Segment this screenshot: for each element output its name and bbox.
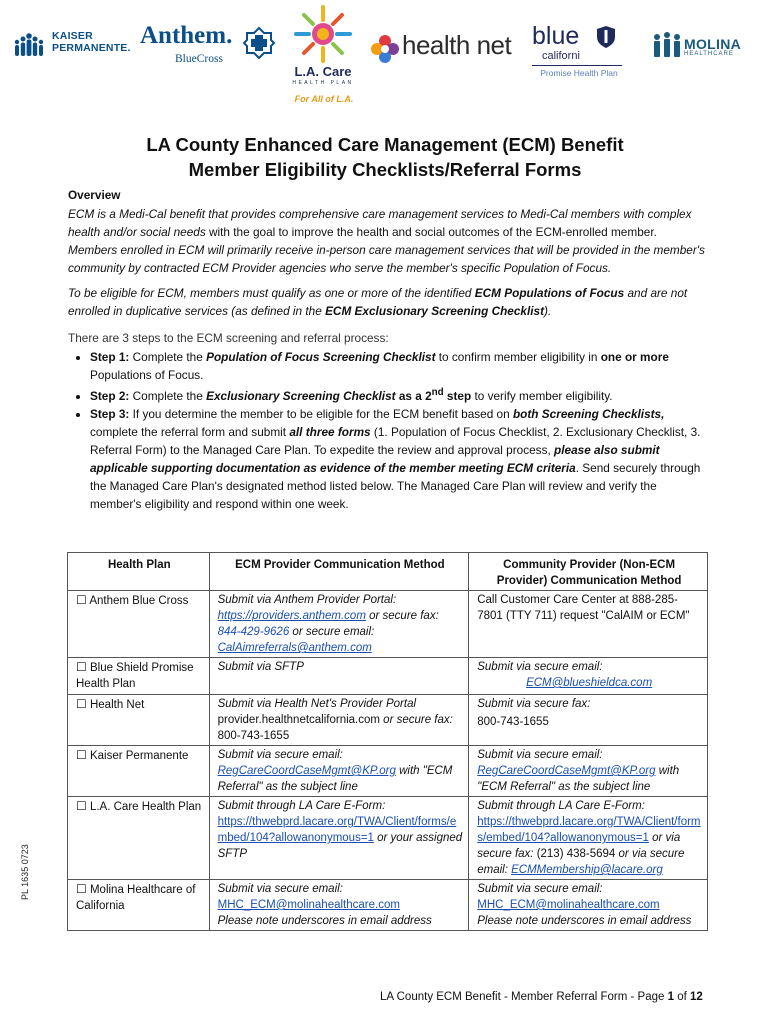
- molina-community-email-link[interactable]: MHC_ECM@molinahealthcare.com: [477, 899, 660, 911]
- table-row: [68, 746, 708, 797]
- step-2: • Step 2: Complete the Exclusionary Screening Checklist as a 2nd step to verify member eligibility.: [90, 384, 708, 405]
- blue-shield-california: californi: [542, 50, 580, 62]
- la-care-tagline: For All of L.A.: [294, 94, 354, 104]
- plan-cell: ☐ L.A. Care Health Plan: [68, 797, 210, 880]
- molina-healthcare-logo: [652, 30, 752, 64]
- kaiser-email-link[interactable]: RegCareCoordCaseMgmt@KP.org: [217, 765, 396, 777]
- la-care-community-email-link[interactable]: ECMMembership@lacare.org: [511, 864, 663, 876]
- la-care-health-plan: HEALTH PLAN: [292, 80, 354, 86]
- anthem-wordmark: Anthem.: [140, 22, 233, 49]
- molina-people-icon: [652, 32, 682, 58]
- la-care-eform-link[interactable]: https://thwebprd.lacare.org/TWA/Client/forms/embed/104?allowanonymous=1: [217, 816, 457, 844]
- blue-shield-promise-logo: [532, 22, 632, 84]
- anthem-checkbox[interactable]: ☐: [76, 593, 87, 607]
- plan-cell: ☐ Blue Shield Promise Health Plan: [68, 658, 210, 695]
- health-net-flower-icon: [370, 34, 400, 64]
- table-row: [68, 797, 708, 880]
- step-1: • Step 1: Complete the Population of Focus Screening Checklist to confirm member eligibility in one or more Populations of Focus.: [90, 348, 708, 384]
- step-3: • Step 3: If you determine the member to be eligible for the ECM benefit based on both Screening Checklists, complete the referral form and submit all three forms (1. Population of Focus Checklist, 2. Exclusionary Checklist, 3. Referral Form) to the Managed Care Plan. To expedite the review and approval process, please also submit applicable supporting documentation as evidence of the member meeting ECM criteria. Send securely through the Managed Care Plan's designated method listed below. The Managed Care Plan will review and verify the member's eligibility and respond within one week.: [90, 405, 708, 513]
- plan-cell: ☐ Molina Healthcare of California: [68, 880, 210, 931]
- ecm-method-cell: Submit via Anthem Provider Portal: https://providers.anthem.com or secure fax: 844-429-9626 or secure email: CalAimreferrals@anthem.com: [209, 591, 469, 658]
- table-row: [68, 695, 708, 746]
- plan-cell: ☐ Health Net: [68, 695, 210, 746]
- overview-section: [68, 186, 708, 513]
- community-method-cell: Submit via secure email: MHC_ECM@molinahealthcare.com Please note underscores in email address: [469, 880, 708, 931]
- partner-logos: [0, 0, 770, 110]
- blue-shield-wordmark: blue: [532, 22, 580, 50]
- kaiser-wordmark: KAISER PERMANENTE.: [52, 30, 131, 54]
- title-line-1: LA County Enhanced Care Management (ECM) Benefit: [146, 134, 624, 155]
- table-row: [68, 591, 708, 658]
- blue-shield-email-link[interactable]: ECM@blueshieldca.com: [526, 677, 653, 689]
- la-care-community-eform-link[interactable]: https://thwebprd.lacare.org/TWA/Client/forms/embed/104?allowanonymous=1: [477, 816, 701, 844]
- molina-subtitle: HEALTHCARE: [684, 51, 734, 57]
- anthem-fax-number: 844-429-9626: [217, 626, 290, 638]
- ecm-method-cell: Submit via secure email: MHC_ECM@molinahealthcare.com Please note underscores in email address: [209, 880, 469, 931]
- divider: [532, 65, 622, 66]
- la-care-wordmark: L.A. Care: [294, 64, 352, 79]
- ecm-method-cell: Submit through LA Care E-Form: https://thwebprd.lacare.org/TWA/Client/forms/embed/104?allowanonymous=1 or your assigned SFTP: [209, 797, 469, 880]
- blue-shield-checkbox[interactable]: ☐: [76, 660, 87, 674]
- health-net-checkbox[interactable]: ☐: [76, 697, 87, 711]
- anthem-subtitle: BlueCross: [175, 53, 223, 65]
- blue-cross-shield-icon: [242, 26, 276, 60]
- page-total: 12: [690, 991, 703, 1003]
- steps-list: [68, 348, 708, 513]
- health-net-logo: [370, 32, 520, 72]
- overview-heading: Overview: [68, 188, 121, 202]
- la-care-sun-icon: [292, 4, 354, 64]
- page-title: [0, 132, 770, 182]
- kaiser-people-icon: [12, 30, 46, 58]
- ecm-method-cell: Submit via secure email: RegCareCoordCaseMgmt@KP.org with "ECM Referral" as the subject line: [209, 746, 469, 797]
- blue-shield-icon: [596, 25, 616, 49]
- la-care-checkbox[interactable]: ☐: [76, 799, 87, 813]
- kaiser-permanente-logo: [12, 26, 130, 66]
- plan-cell: ☐ Kaiser Permanente: [68, 746, 210, 797]
- community-method-cell: Submit through LA Care E-Form: https://thwebprd.lacare.org/TWA/Client/forms/embed/104?allowanonymous=1 or via secure fax: (213) 438-5694 or via secure email: ECMMembership@lacare.org: [469, 797, 708, 880]
- health-net-wordmark: health net: [402, 30, 512, 60]
- header-ecm-provider: ECM Provider Communication Method: [209, 553, 469, 591]
- kaiser-community-email-link[interactable]: RegCareCoordCaseMgmt@KP.org: [477, 765, 656, 777]
- table-row: [68, 880, 708, 931]
- steps-heading: There are 3 steps to the ECM screening and referral process:: [68, 331, 389, 345]
- community-method-cell: Call Customer Care Center at 888-285-7801 (TTY 711) request "CalAIM or ECM": [469, 591, 708, 658]
- anthem-email-link[interactable]: CalAimreferrals@anthem.com: [217, 642, 372, 654]
- anthem-portal-link[interactable]: https://providers.anthem.com: [217, 610, 366, 622]
- ecm-method-cell: Submit via SFTP: [209, 658, 469, 695]
- page-footer: LA County ECM Benefit - Member Referral Form - Page 1 of 12: [380, 991, 703, 1003]
- community-method-cell: Submit via secure email: RegCareCoordCaseMgmt@KP.org with "ECM Referral" as the subject line: [469, 746, 708, 797]
- health-plan-table: [67, 552, 708, 931]
- plan-cell: ☐ Anthem Blue Cross: [68, 591, 210, 658]
- promise-health-plan: Promise Health Plan: [540, 68, 618, 78]
- community-method-cell: Submit via secure email: ECM@blueshieldca.com: [469, 658, 708, 695]
- form-code: PL 1635 0723: [20, 844, 30, 900]
- header-health-plan: Health Plan: [68, 553, 210, 591]
- community-method-cell: Submit via secure fax: 800-743-1655: [469, 695, 708, 746]
- anthem-blue-cross-logo: [140, 22, 280, 72]
- title-line-2: Member Eligibility Checklists/Referral Forms: [188, 159, 582, 180]
- molina-checkbox[interactable]: ☐: [76, 882, 87, 896]
- header-community-provider: Community Provider (Non-ECM Provider) Communication Method: [469, 553, 708, 591]
- table-header-row: [68, 553, 708, 591]
- molina-wordmark: MOLINA: [684, 36, 742, 52]
- table-row: [68, 658, 708, 695]
- page-number: 1: [667, 991, 675, 1003]
- ecm-method-cell: Submit via Health Net's Provider Portal provider.healthnetcalifornia.com or secure fax: 800-743-1655: [209, 695, 469, 746]
- kaiser-checkbox[interactable]: ☐: [76, 748, 87, 762]
- la-care-logo: [292, 4, 362, 108]
- molina-email-link[interactable]: MHC_ECM@molinahealthcare.com: [217, 899, 400, 911]
- overview-paragraph-2: To be eligible for ECM, members must qualify as one or more of the identified ECM Populations of Focus and are not enrolled in duplicative services (as defined in the ECM Exclusionary Screening Checklist).: [68, 286, 688, 318]
- overview-paragraph-1: ECM is a Medi-Cal benefit that provides comprehensive care management services to Medi-Cal members with complex health and/or social needs with the goal to improve the health and social outcomes of the ECM-enrolled member. Members enrolled in ECM will primarily receive in-person care management services that will be provided in the member's community by contracted ECM Provider agencies who serve the member's specific Population of Focus.: [68, 207, 705, 275]
